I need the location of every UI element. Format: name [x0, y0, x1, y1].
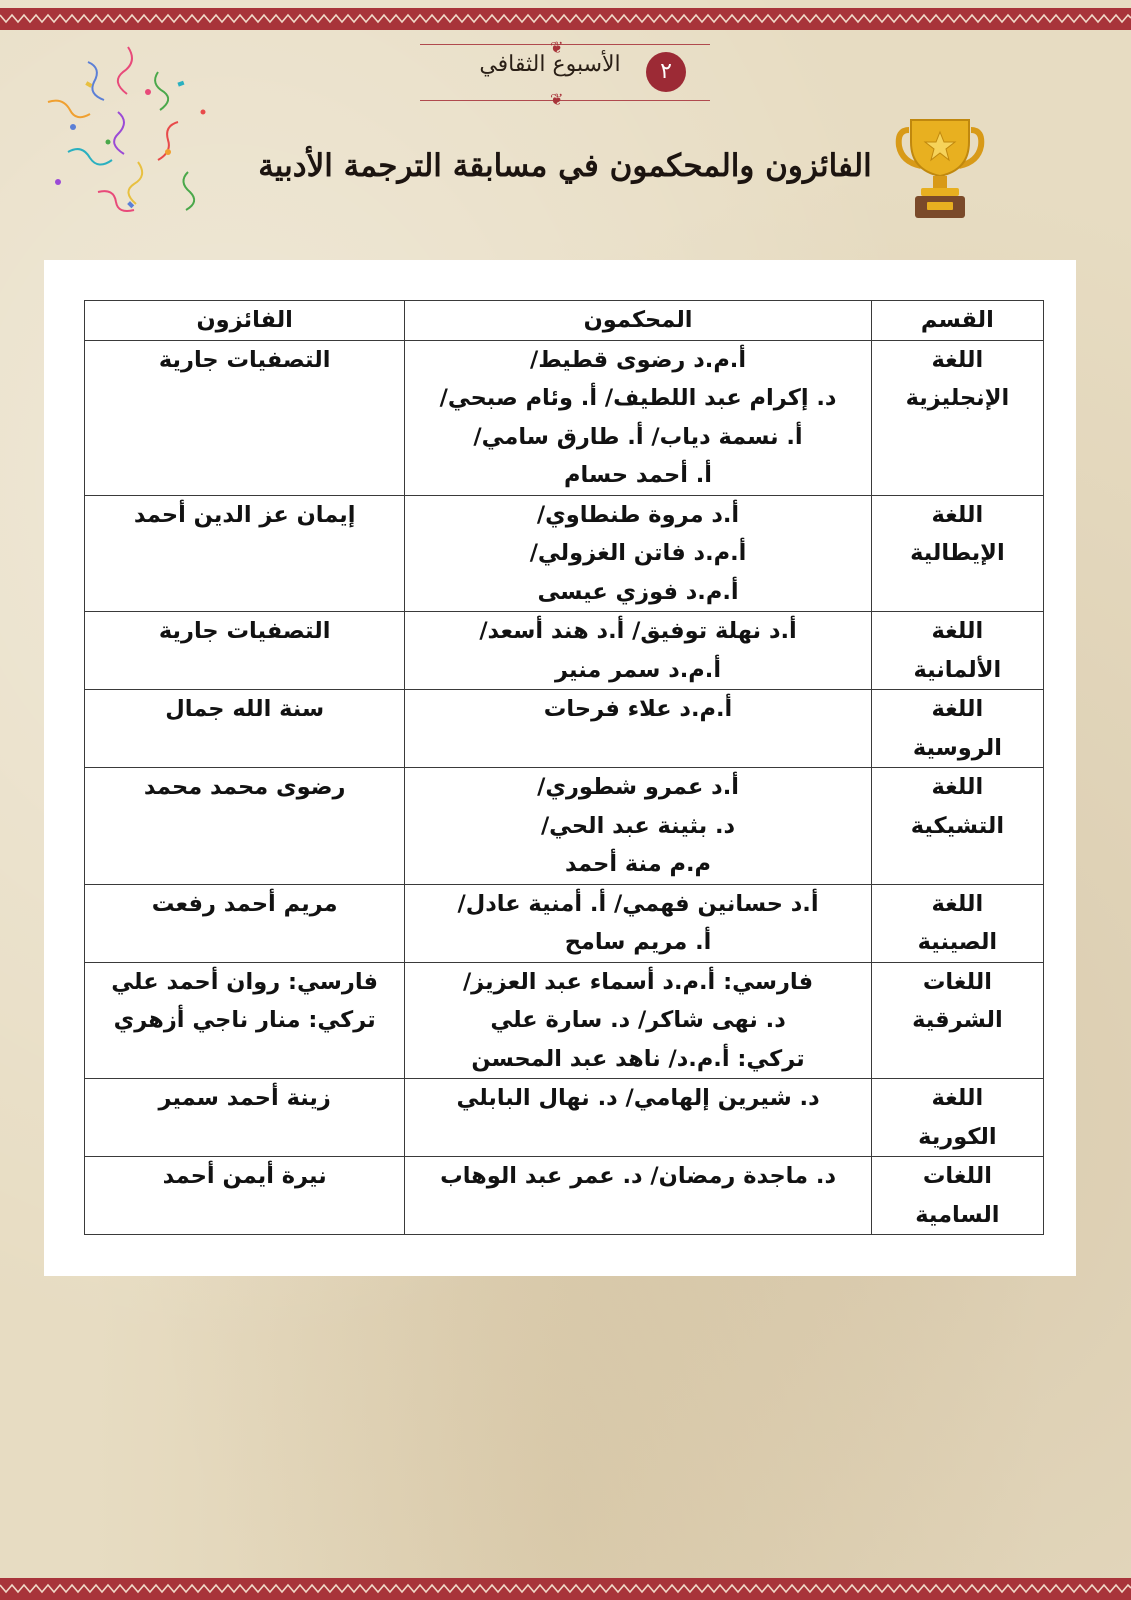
judges-cell: أ.د مروة طنطاوي/ أ.م.د فاتن الغزولي/ أ.م.د فوزي عيسى — [405, 495, 871, 612]
table-header-row — [85, 301, 1044, 341]
results-table — [84, 300, 1044, 1235]
section-cell: اللغات السامية — [871, 1157, 1043, 1235]
winners-cell: مريم أحمد رفعت — [85, 884, 405, 962]
judges-cell: د. ماجدة رمضان/ د. عمر عبد الوهاب — [405, 1157, 871, 1235]
winners-cell: إيمان عز الدين أحمد — [85, 495, 405, 612]
judges-cell: أ.د حسانين فهمي/ أ. أمنية عادل/ أ. مريم سامح — [405, 884, 871, 962]
table-row — [85, 1079, 1044, 1157]
masthead-title: الأسبوع الثقافي — [479, 52, 621, 77]
judges-cell: أ.م.د رضوى قطيط/ د. إكرام عبد اللطيف/ أ. وئام صبحي/ أ. نسمة دياب/ أ. طارق سامي/ أ. أحمد حسام — [405, 340, 871, 495]
table-row — [85, 884, 1044, 962]
bottom-zigzag-border — [0, 1578, 1131, 1600]
ornament-icon: ❦ — [550, 38, 564, 57]
confetti-icon — [28, 42, 228, 232]
issue-number-badge: ٢ — [646, 52, 686, 92]
header-judges: المحكمون — [405, 301, 871, 341]
trophy-icon — [895, 112, 985, 222]
table-row — [85, 768, 1044, 885]
masthead — [420, 38, 710, 109]
winners-cell: رضوى محمد محمد — [85, 768, 405, 885]
winners-cell: نيرة أيمن أحمد — [85, 1157, 405, 1235]
section-cell: اللغة الإنجليزية — [871, 340, 1043, 495]
section-cell: اللغة الصينية — [871, 884, 1043, 962]
winners-cell: فارسي: روان أحمد علي تركي: منار ناجي أزهري — [85, 962, 405, 1079]
judges-cell: فارسي: أ.م.د أسماء عبد العزيز/ د. نهى شاكر/ د. سارة علي تركي: أ.م.د/ ناهد عبد المحسن — [405, 962, 871, 1079]
masthead-bottom-rule — [420, 100, 710, 101]
ornament-icon: ❦ — [550, 90, 564, 109]
header-section: القسم — [871, 301, 1043, 341]
masthead-top-rule — [420, 44, 710, 45]
table-row — [85, 962, 1044, 1079]
judges-cell: أ.د عمرو شطوري/ د. بثينة عبد الحي/ م.م منة أحمد — [405, 768, 871, 885]
table-row — [85, 1157, 1044, 1235]
judges-cell: د. شيرين إلهامي/ د. نهال البابلي — [405, 1079, 871, 1157]
table-row — [85, 612, 1044, 690]
section-cell: اللغة التشيكية — [871, 768, 1043, 885]
winners-cell: التصفيات جارية — [85, 612, 405, 690]
table-row — [85, 495, 1044, 612]
header-winners: الفائزون — [85, 301, 405, 341]
section-cell: اللغة الكورية — [871, 1079, 1043, 1157]
judges-cell: أ.م.د علاء فرحات — [405, 690, 871, 768]
results-card — [44, 260, 1076, 1276]
table-row — [85, 690, 1044, 768]
winners-cell: التصفيات جارية — [85, 340, 405, 495]
winners-cell: سنة الله جمال — [85, 690, 405, 768]
section-cell: اللغة الإيطالية — [871, 495, 1043, 612]
top-zigzag-border — [0, 8, 1131, 30]
page-heading: الفائزون والمحكمون في مسابقة الترجمة الأدبية — [258, 148, 872, 184]
section-cell: اللغة الروسية — [871, 690, 1043, 768]
winners-cell: زينة أحمد سمير — [85, 1079, 405, 1157]
table-row — [85, 340, 1044, 495]
section-cell: اللغات الشرقية — [871, 962, 1043, 1079]
section-cell: اللغة الألمانية — [871, 612, 1043, 690]
judges-cell: أ.د نهلة توفيق/ أ.د هند أسعد/ أ.م.د سمر منير — [405, 612, 871, 690]
